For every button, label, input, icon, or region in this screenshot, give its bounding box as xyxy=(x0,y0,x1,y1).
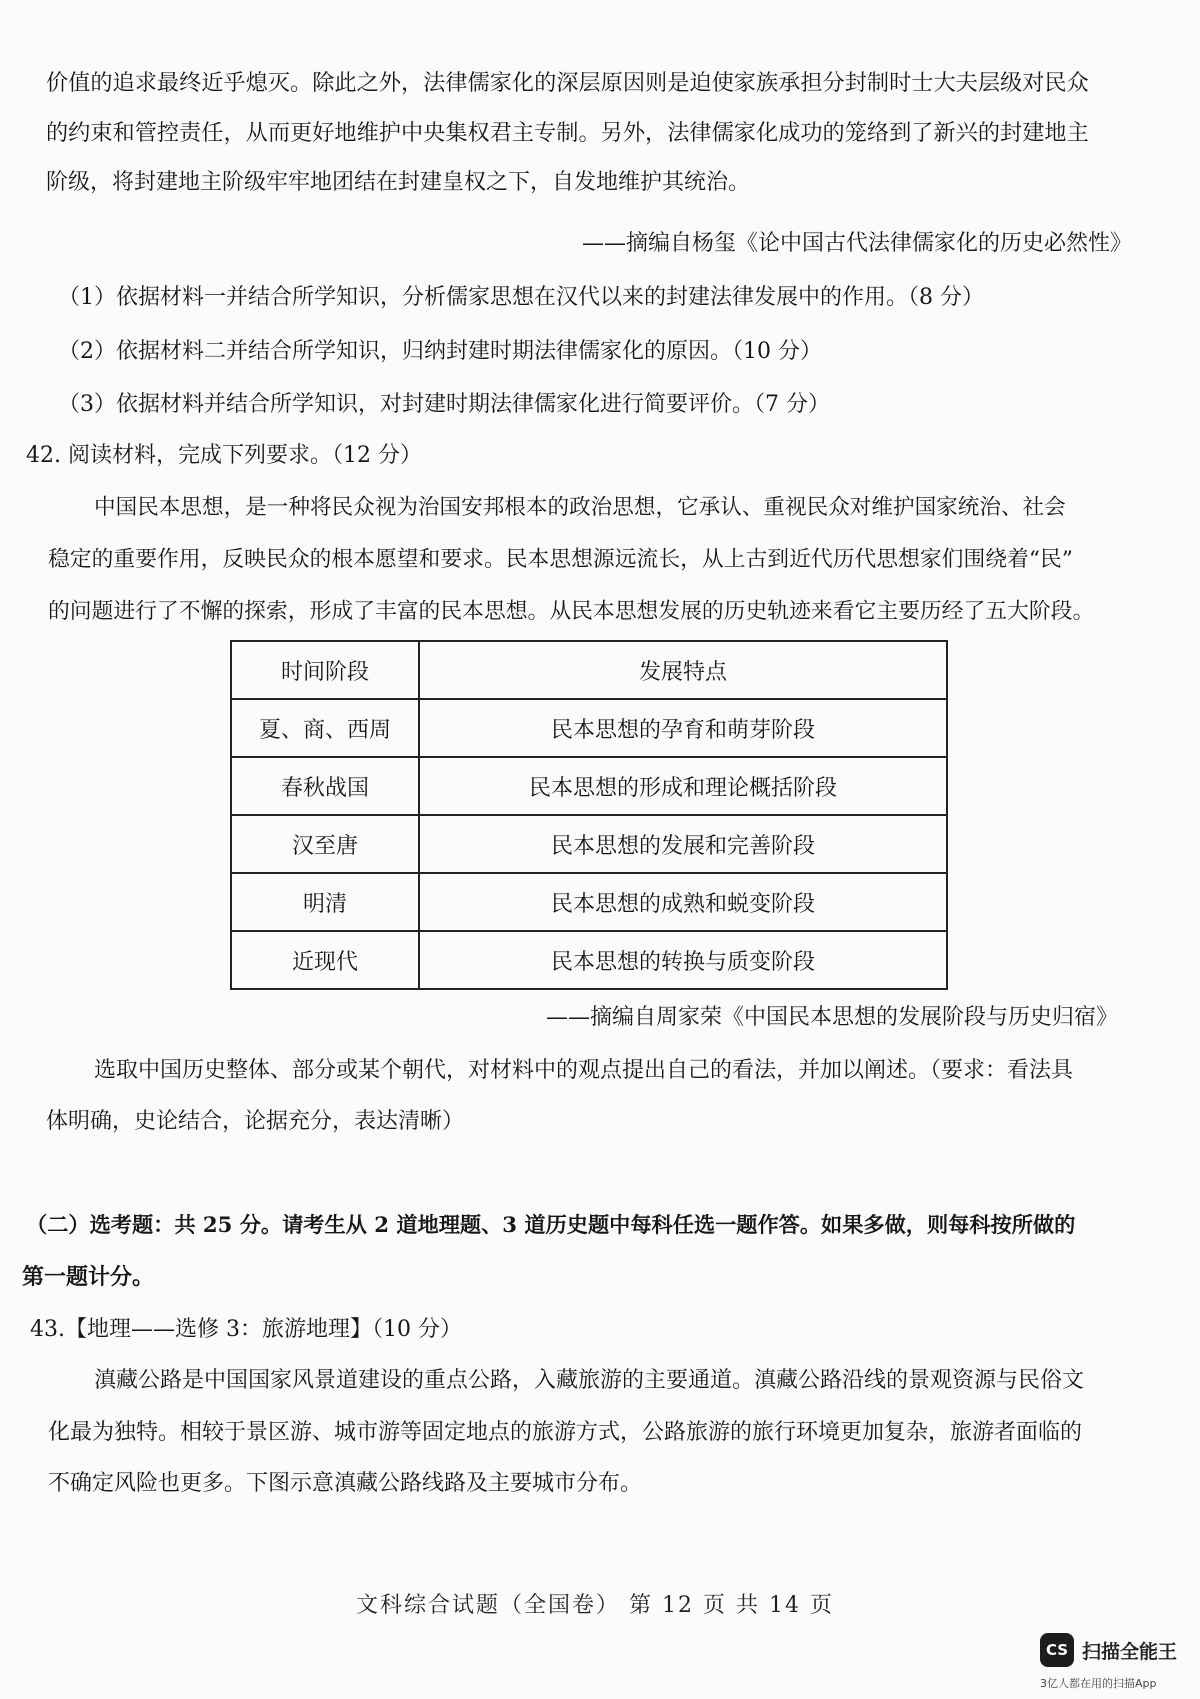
stage-period: 夏、商、西周 xyxy=(231,699,419,757)
stage-feature: 民本思想的成熟和蜕变阶段 xyxy=(419,873,947,931)
stage-period: 近现代 xyxy=(231,931,419,989)
stage-feature: 民本思想的转换与质变阶段 xyxy=(419,931,947,989)
q43-body-line: 滇藏公路是中国国家风景道建设的重点公路，入藏旅游的主要通道。滇藏公路沿线的景观资源与民俗文 xyxy=(94,1368,1085,1393)
q42-heading: 42. 阅读材料，完成下列要求。（12 分） xyxy=(26,443,422,468)
stage-period: 春秋战国 xyxy=(231,757,419,815)
stage-period: 明清 xyxy=(231,873,419,931)
q42-intro-line: 中国民本思想，是一种将民众视为治国安邦根本的政治思想，它承认、重视民众对维护国家统治、社会 xyxy=(94,495,1066,520)
q42-intro-line: 稳定的重要作用，反映民众的根本愿望和要求。民本思想源远流长，从上古到近代历代思想家们围绕着“民” xyxy=(48,547,1073,572)
q42-source: ——摘编自周家荣《中国民本思想的发展阶段与历史归宿》 xyxy=(546,1005,1119,1030)
material-line: 的约束和管控责任，从而更好地维护中央集权君主专制。另外，法律儒家化成功的笼络到了新兴的封建地主 xyxy=(46,120,1089,146)
table-header: 时间阶段 xyxy=(231,641,419,699)
table-row xyxy=(231,757,947,815)
scanner-watermark xyxy=(1040,1633,1177,1667)
table-header: 发展特点 xyxy=(419,641,947,699)
q43-heading: 43.【地理——选修 3：旅游地理】（10 分） xyxy=(30,1317,462,1342)
stages-table xyxy=(230,640,948,990)
material-source: ——摘编自杨玺《论中国古代法律儒家化的历史必然性》 xyxy=(582,231,1133,256)
table-row xyxy=(231,699,947,757)
table-header-row xyxy=(231,641,947,699)
q42-task-line: 选取中国历史整体、部分或某个朝代，对材料中的观点提出自己的看法，并加以阐述。（要求：看法具 xyxy=(94,1058,1074,1083)
q42-intro-line: 的问题进行了不懈的探索，形成了丰富的民本思想。从民本思想发展的历史轨迹来看它主要历经了五大阶段。 xyxy=(48,599,1095,624)
stage-period: 汉至唐 xyxy=(231,815,419,873)
q43-body-line: 不确定风险也更多。下图示意滇藏公路线路及主要城市分布。 xyxy=(48,1471,643,1496)
scanner-app-name: 扫描全能王 xyxy=(1082,1640,1178,1663)
stage-feature: 民本思想的形成和理论概括阶段 xyxy=(419,757,947,815)
material-line: 阶级，将封建地主阶级牢牢地团结在封建皇权之下，自发地维护其统治。 xyxy=(46,170,751,195)
page-footer: 文科综合试题（全国卷） 第 12 页 共 14 页 xyxy=(356,1593,834,1618)
table-row xyxy=(231,873,947,931)
question-3: （3）依据材料并结合所学知识，对封建时期法律儒家化进行简要评价。（7 分） xyxy=(58,392,830,417)
table-row xyxy=(231,931,947,989)
scanner-tagline: 3亿人都在用的扫描App xyxy=(1040,1677,1157,1690)
stage-feature: 民本思想的孕育和萌芽阶段 xyxy=(419,699,947,757)
elective-instruction: 第一题计分。 xyxy=(22,1264,155,1290)
material-line: 价值的追求最终近乎熄灭。除此之外，法律儒家化的深层原因则是迫使家族承担分封制时士大夫层级对民众 xyxy=(46,70,1089,96)
stage-feature: 民本思想的发展和完善阶段 xyxy=(419,815,947,873)
question-1: （1）依据材料一并结合所学知识，分析儒家思想在汉代以来的封建法律发展中的作用。（8 分） xyxy=(58,285,984,310)
q43-body-line: 化最为独特。相较于景区游、城市游等固定地点的旅游方式，公路旅游的旅行环境更加复杂，旅游者面临的 xyxy=(48,1420,1083,1445)
q42-task-line: 体明确，史论结合，论据充分，表达清晰） xyxy=(46,1109,465,1134)
table-row xyxy=(231,815,947,873)
elective-instruction: （二）选考题：共 25 分。请考生从 2 道地理题、3 道历史题中每科任选一题作答。如果多做，则每科按所做的 xyxy=(26,1212,1076,1237)
camscanner-logo-icon: CS xyxy=(1040,1633,1074,1667)
question-2: （2）依据材料二并结合所学知识，归纳封建时期法律儒家化的原因。（10 分） xyxy=(58,339,822,364)
